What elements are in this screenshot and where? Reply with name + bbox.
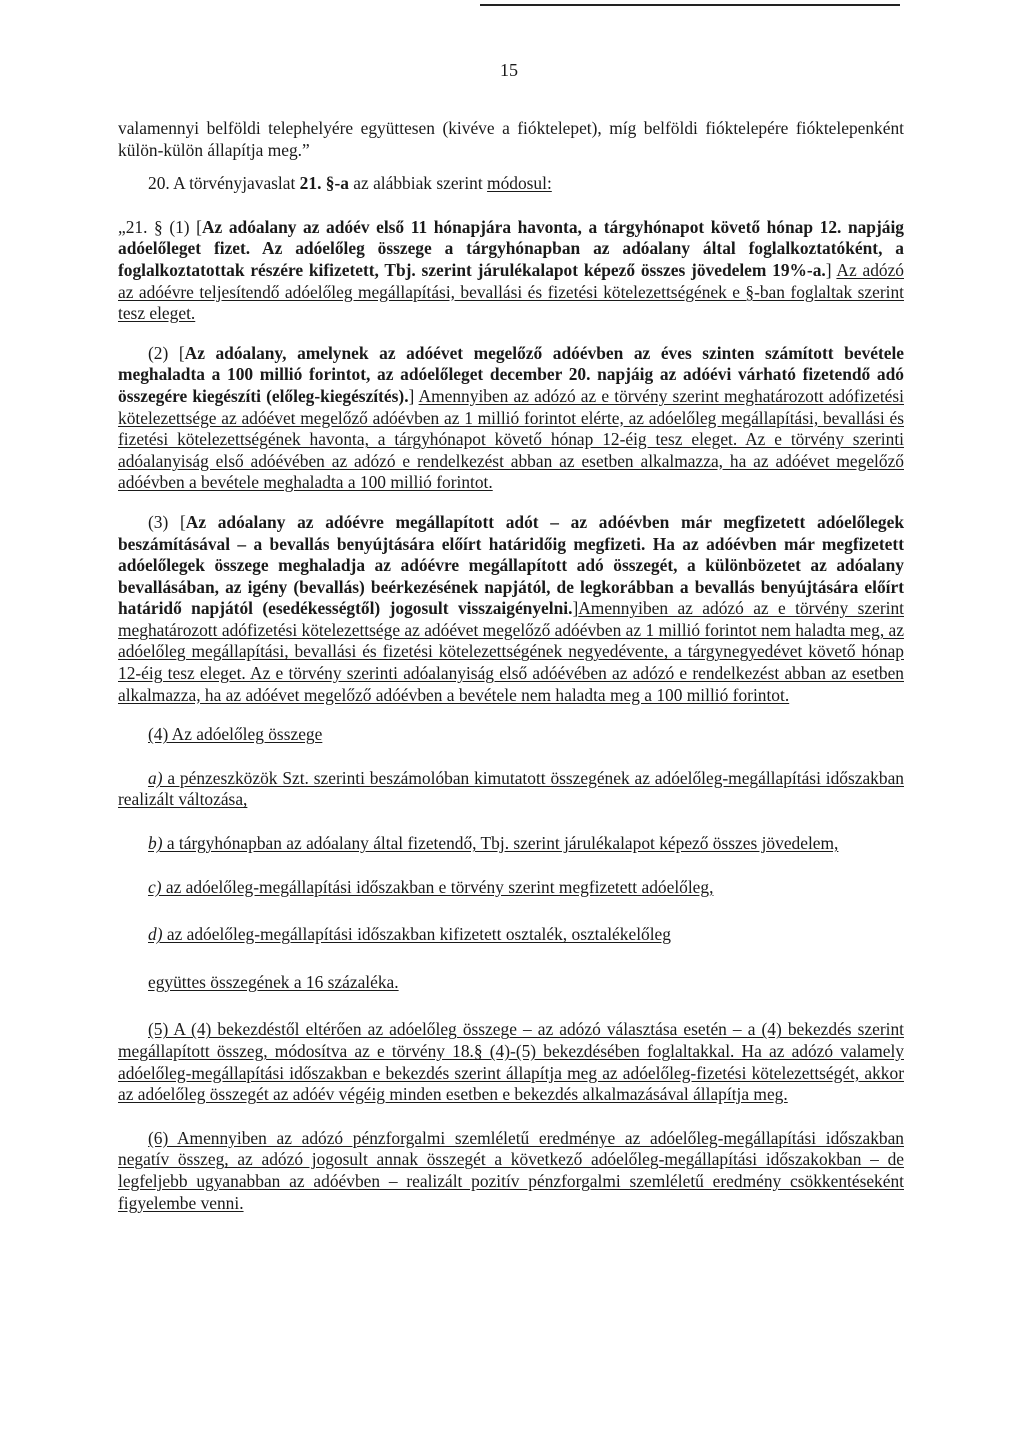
section-21-4-heading: (4) Az adóelőleg összege bbox=[148, 724, 323, 745]
section-21-3-deleted: Az adóalany az adóévre megállapított adót – az adóévben már megfizetett adóelőlegek beszámításával – a bevallás benyújtására előírt határidőig megfizeti. Ha az adóévben már megfizetett adóelőlegek összege meghaladja az adóévre megállapított adó összegét, a különbözetet az adóalany bevallásában, az igény (bevallás) beérkezésének napjától, de legkorábban a bevallás benyújtására előírt határidő napjától (esedékességtől) jogosult visszaigényelni. bbox=[118, 511, 904, 619]
section-21-1-prefix: „21. § (1) [ bbox=[118, 216, 202, 237]
section-21-3-inserted: Amennyiben az adózó az e törvény szerint meghatározott adófizetési kötelezettsége az adóévet megelőző adóévben az 1 millió forintot nem haladta meg, az adóelőleg megállapítási, bevallási és fizetési kötelezettségének negyedévente, a tárgynegyedévet követő hónap 12-éig tesz eleget. Az e törvény szerinti adóalanyiság első adóévében az adózó e rendelkezést abban az esetben alkalmazza, ha az adóévet megelőző adóévben a bevétele nem haladta meg a 100 millió forintot. bbox=[118, 598, 904, 705]
list-item-c bbox=[118, 877, 904, 899]
section-21-2-close: ] bbox=[408, 385, 419, 406]
section-21-2 bbox=[118, 343, 904, 494]
section-21-2-inserted: Amennyiben az adózó az e törvény szerint meghatározott adófizetési kötelezettsége az adóévet megelőző adóévben az 1 millió forintot elérte, az adóelőleg megállapítási, bevallási és fizetési kötelezettségének havonta, a tárgyhónapot követő hónap 12-éig tesz eleget. Az e törvény szerinti adóalanyiság első adóévében az adózó e rendelkezést abban az esetben alkalmazza, ha az adóévet megelőző adóévben a bevétele meghaladta a 100 millió forintot. bbox=[118, 385, 904, 493]
top-rule bbox=[480, 4, 900, 6]
section-21-3 bbox=[118, 512, 904, 706]
section-21-1-inserted: Az adózó az adóévre teljesítendő adóelőleg megállapítási, bevallási és fizetési kötelezettségének e §-ban foglaltak szerint tesz eleget. bbox=[118, 259, 904, 324]
section-21-6: (6) Amennyiben az adózó pénzforgalmi szemléletű eredménye az adóelőleg-megállapítási időszakban negatív összeg, az adózó jogosult annak összegét a következő adóelőleg-megállapítási időszakokban – de legfeljebb ugyanabban az adóévben – realizált pozitív pénzforgalmi szemléletű eredmény csökkentéseként figyelembe venni. bbox=[118, 1127, 904, 1213]
amendment-20-pre: 20. A törvényjavaslat bbox=[148, 173, 300, 194]
list-item-c-letter: c) bbox=[148, 876, 162, 897]
amendment-20-mid: az alábbiak szerint bbox=[348, 173, 488, 194]
list-item-a bbox=[118, 768, 904, 811]
list-item-b bbox=[118, 833, 904, 855]
list-item-d-text: az adóelőleg-megállapítási időszakban kifizetett osztalék, osztalékelőleg bbox=[162, 924, 671, 945]
list-item-c-text: az adóelőleg-megállapítási időszakban e törvény szerint megfizetett adóelőleg, bbox=[161, 876, 714, 897]
section-21-1 bbox=[118, 217, 904, 325]
list-item-d-letter: d) bbox=[148, 924, 163, 945]
section-21-3-close: ] bbox=[572, 598, 579, 619]
list-item-d bbox=[118, 924, 904, 946]
intro-paragraph: valamennyi belföldi telephelyére együttesen (kivéve a fióktelepet), míg belföldi fióktelepére fióktelepenként külön-külön állapítja meg.” bbox=[118, 118, 904, 160]
list-item-b-letter: b) bbox=[148, 833, 163, 854]
section-21-5: (5) A (4) bekezdéstől eltérően az adóelőleg összege – az adózó választása esetén – a (4) bekezdés szerint megállapított összeg, módosítva az e törvény 18.§ (4)-(5) bekezdésében foglaltakkal. Ha az adózó valamely adóelőleg-megállapítási időszakban e bekezdés szerint állapítja meg az adóelőleg-fizetési kötelezettségét, akkor az adóelőleg összegét az adóév végéig minden esetben e bekezdés alkalmazásával állapítja meg. bbox=[118, 1019, 904, 1105]
document-body bbox=[118, 118, 904, 1214]
section-21-1-close: ] bbox=[825, 259, 837, 280]
list-item-b-text: a tárgyhónapban az adóalany által fizetendő, Tbj. szerint járulékalapot képező összes jövedelem, bbox=[162, 833, 839, 854]
section-21-2-deleted: Az adóalany, amelynek az adóévet megelőző adóévben az éves szinten számított bevétele meghaladta a 100 millió forintot, az adóelőleget december 20. napjáig az adóévi várható fizetendő adó összegére kiegészíti (előleg-kiegészítés). bbox=[118, 342, 904, 406]
amendment-20-modified: módosul: bbox=[487, 173, 552, 194]
section-21-4-tail: együttes összegének a 16 százaléka. bbox=[148, 971, 399, 992]
amendment-20 bbox=[118, 173, 904, 195]
section-21-3-prefix: (3) [ bbox=[148, 511, 186, 532]
page-number: 15 bbox=[500, 60, 518, 80]
list-item-a-text: a pénzeszközök Szt. szerinti beszámolóban kimutatott összegének az adóelőleg-megállapítási időszakban realizált változása, bbox=[118, 767, 904, 810]
amendment-20-section: 21. §-a bbox=[299, 173, 349, 194]
section-21-2-prefix: (2) [ bbox=[148, 342, 185, 363]
list-item-a-letter: a) bbox=[148, 767, 163, 788]
section-21-1-deleted: Az adóalany az adóév első 11 hónapjára havonta, a tárgyhónapot követő hónap 12. napjáig adóelőleget fizet. Az adóelőleg összege a tárgyhónapban az adóalany által foglalkoztatóként, a foglalkoztatottak részére kifizetett, Tbj. szerint járulékalapot képező összes jövedelem 19%-a. bbox=[118, 216, 904, 280]
